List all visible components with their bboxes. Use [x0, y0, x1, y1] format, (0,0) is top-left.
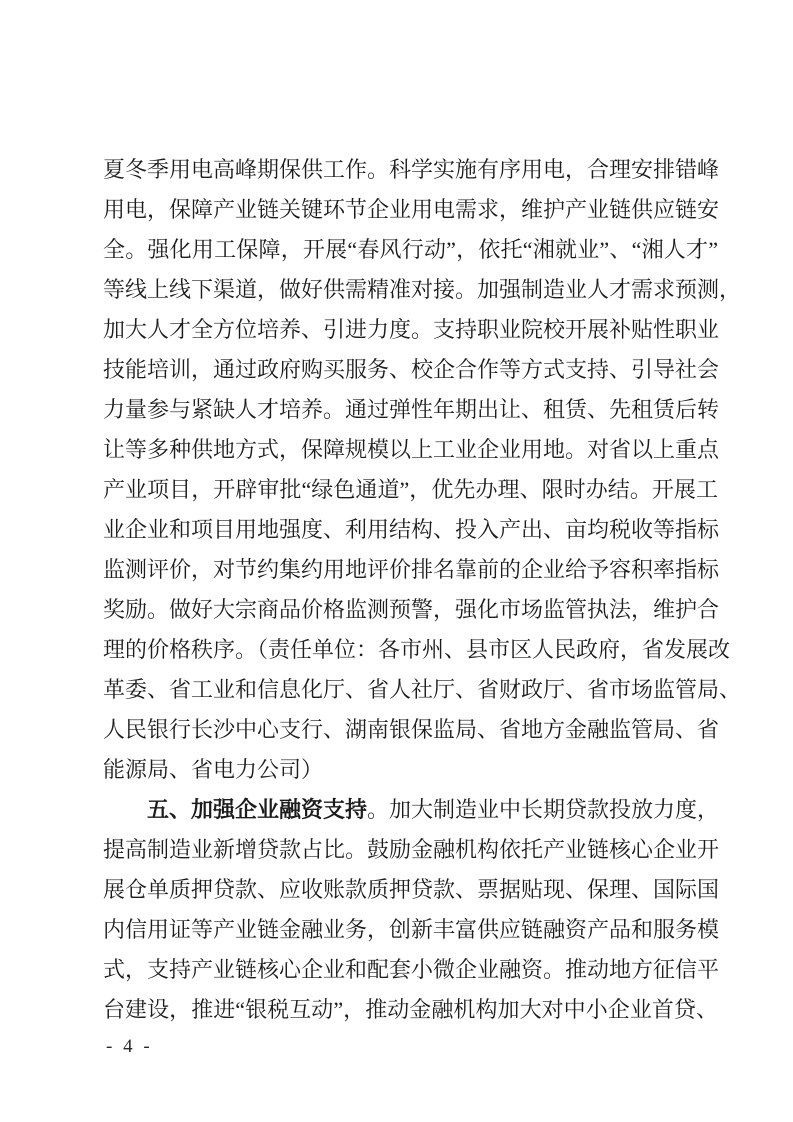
text-line: 产业项目，开辟审批“绿色通道”，优先办理、限时办结。开展工: [103, 477, 718, 502]
text-line: 奖励。做好大宗商品价格监测预警，强化市场监管执法，维护合: [103, 597, 720, 622]
text-line: 台建设，推进“银税互动”，推动金融机构加大对中小企业首贷、: [103, 997, 718, 1022]
text-line: 夏冬季用电高峰期保供工作。科学实施有序用电，合理安排错峰: [103, 157, 720, 182]
text-line: 用电，保障产业链关键环节企业用电需求，维护产业链供应链安: [103, 197, 720, 222]
text-line: 展仓单质押贷款、应收账款质押贷款、票据贴现、保理、国际国: [103, 877, 720, 902]
text-line: 式，支持产业链核心企业和配套小微企业融资。推动地方征信平: [103, 957, 720, 982]
text-line: 技能培训，通过政府购买服务、校企合作等方式支持、引导社会: [103, 357, 720, 382]
text-line: 人民银行长沙中心支行、湖南银保监局、省地方金融监管局、省: [103, 717, 720, 742]
page-number: - 4 -: [106, 1036, 153, 1057]
text-line: [103, 790, 718, 830]
text-line: 力量参与紧缺人才培养。通过弹性年期出让、租赁、先租赁后转: [103, 397, 720, 422]
body-text: 。加大制造业中长期贷款投放力度，: [367, 797, 720, 822]
text-line: 监测评价，对节约集约用地评价排名靠前的企业给予容积率指标: [103, 557, 720, 582]
text-line: 内信用证等产业链金融业务，创新丰富供应链融资产品和服务模: [103, 917, 720, 942]
text-line: 全。强化用工保障，开展“春风行动”，依托“湘就业”、“湘人才”: [103, 237, 718, 262]
text-line: 业企业和项目用地强度、利用结构、投入产出、亩均税收等指标: [103, 517, 720, 542]
text-line: 提高制造业新增贷款占比。鼓励金融机构依托产业链核心企业开: [103, 837, 720, 862]
section-heading: 五、加强企业融资支持: [147, 797, 368, 822]
text-line: 让等多种供地方式，保障规模以上工业企业用地。对省以上重点: [103, 437, 720, 462]
text-line: 能源局、省电力公司）: [103, 757, 324, 782]
text-line: 等线上线下渠道，做好供需精准对接。加强制造业人才需求预测，: [103, 277, 742, 302]
text-line: 加大人才全方位培养、引进力度。支持职业院校开展补贴性职业: [103, 317, 720, 342]
text-line: 革委、省工业和信息化厅、省人社厅、省财政厅、省市场监管局、: [103, 677, 742, 702]
document-body: [103, 150, 742, 1030]
text-line: 理的价格秩序。（责任单位：各市州、县市区人民政府，省发展改: [103, 637, 731, 662]
